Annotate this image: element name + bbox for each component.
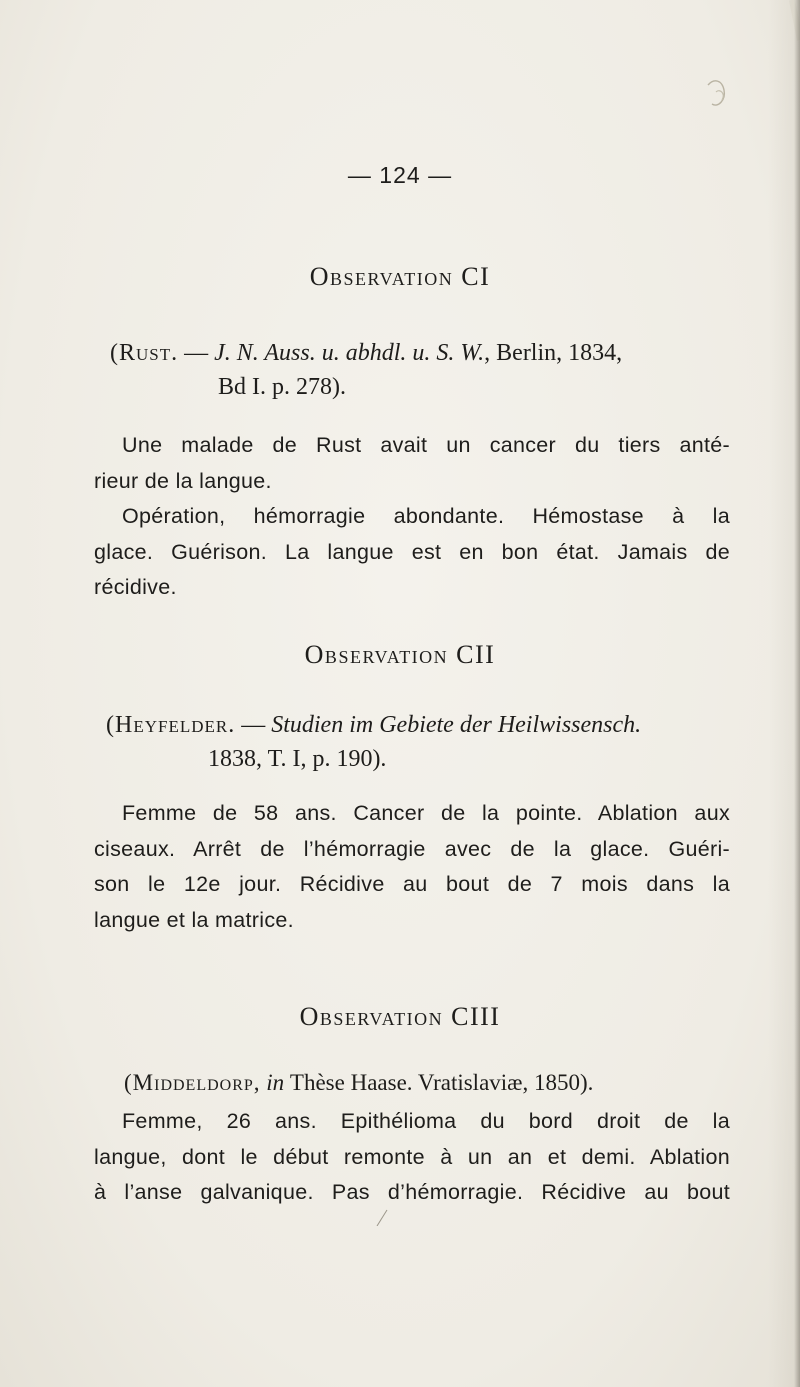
text-line: son le 12e jour. Récidive au bout de 7 mois dans la — [94, 872, 730, 896]
reference-title: J. N. Auss. u. abhdl. u. S. W. — [214, 340, 485, 366]
text-line: glace. Guérison. La langue est en bon état. Jamais de — [94, 539, 730, 564]
text-line: à l’anse galvanique. Pas d’hémorragie. Récidive au bout — [94, 1180, 730, 1204]
text-line: rieur de la langue. — [94, 468, 272, 493]
paragraph — [94, 428, 730, 499]
paragraph — [94, 499, 730, 606]
text-line: langue, dont le début remonte à un an et demi. Ablation — [94, 1144, 730, 1169]
page-edge-shadow — [794, 0, 800, 1387]
paragraph — [94, 1104, 730, 1211]
reference-details: Thèse Haase. Vratislaviæ, 1850). — [289, 1070, 594, 1095]
page-number: — 124 — — [347, 162, 453, 188]
text-line: Opération, hémorragie abondante. Hémostase à la — [122, 504, 730, 528]
text-line: Femme de 58 ans. Cancer de la pointe. Ablation aux — [122, 801, 730, 825]
reference-author: (Heyfelder. — [106, 712, 236, 738]
text-line: langue et la matrice. — [94, 907, 294, 932]
observation-text-ci — [94, 428, 730, 606]
text-line: récidive. — [94, 575, 177, 599]
text-line: Une malade de Rust avait un cancer du tiers anté- — [122, 433, 730, 457]
reference-cii — [106, 708, 746, 776]
reference-dash: — — [235, 712, 272, 738]
text-line: Femme, 26 ans. Epithélioma du bord droit de la — [122, 1109, 730, 1133]
text-line: ciseaux. Arrêt de l’hémorragie avec de la glace. Guéri- — [94, 836, 730, 861]
pencil-stroke-mark — [375, 1186, 405, 1226]
reference-dash: — — [178, 340, 215, 366]
reference-ci — [110, 336, 750, 404]
reference-line-2: Bd I. p. 278). — [218, 374, 346, 400]
observation-text-ciii — [94, 1104, 730, 1211]
reference-in: in — [260, 1070, 290, 1095]
observation-heading-ci: Observation CI — [309, 262, 491, 291]
reference-line-2: 1838, T. I, p. 190). — [208, 746, 387, 772]
reference-author: (Middeldorp, — [124, 1070, 261, 1095]
observation-heading-ciii: Observation CIII — [299, 1002, 501, 1031]
reference-title: Studien im Gebiete der Heilwissensch. — [271, 712, 642, 738]
observation-heading-cii: Observation CII — [304, 640, 496, 669]
reference-ciii — [124, 1066, 764, 1100]
reference-author: (Rust. — [110, 340, 179, 366]
observation-text-cii — [94, 796, 730, 938]
paper-stain-mark — [668, 0, 800, 140]
paragraph — [94, 796, 730, 938]
reference-details: , Berlin, 1834, — [484, 340, 623, 366]
